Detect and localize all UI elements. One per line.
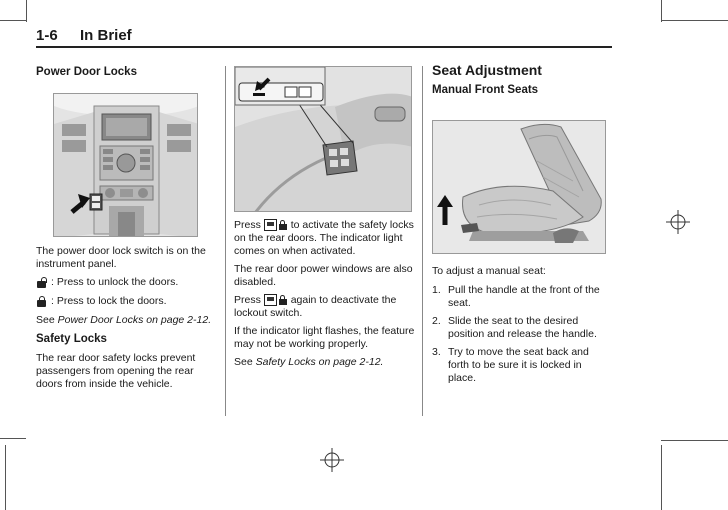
unlock-text: : Press to unlock the doors.	[51, 276, 179, 288]
press-activate-text: Press to activate the safety locks on the rear doors. The indicator light comes on when activated.	[234, 219, 414, 257]
column-power-door-locks-text	[36, 245, 216, 396]
crop-mark	[0, 438, 26, 439]
crop-mark	[661, 440, 728, 441]
lock-icon	[36, 296, 47, 307]
seat-intro: To adjust a manual seat:	[432, 265, 546, 277]
instrument-panel-figure	[53, 93, 198, 237]
column-seat-adjustment-text	[432, 265, 612, 390]
heading-safety-locks: Safety Locks	[36, 333, 107, 345]
safety-locks-text: The rear door safety locks prevent passengers from opening the rear doors from inside the vehicle.	[36, 352, 196, 390]
crop-mark	[661, 445, 662, 510]
windows-disabled-text: The rear door power windows are also disabled.	[234, 263, 413, 288]
heading-manual-front-seats: Manual Front Seats	[432, 84, 539, 96]
manual-seat-figure	[432, 120, 606, 254]
registration-mark	[320, 448, 344, 472]
heading-seat-adjustment: Seat Adjustment	[432, 62, 542, 78]
column-seat-adjustment	[432, 64, 612, 97]
list-item: 1. Pull the handle at the front of the seat.	[432, 284, 600, 309]
crop-mark	[661, 20, 728, 21]
crop-mark	[5, 445, 6, 510]
list-item: 3. Try to move the seat back and forth to be sure it is locked in place.	[432, 346, 589, 384]
page-number: 1-6	[36, 27, 58, 44]
crop-mark	[661, 0, 662, 22]
safety-lock-reference: See Safety Locks on page 2-12.	[234, 356, 384, 368]
list-item: 2. Slide the seat to the desired position and release the handle.	[432, 315, 597, 340]
power-lock-reference: See Power Door Locks on page 2-12.	[36, 314, 212, 326]
registration-mark	[666, 210, 690, 234]
press-deactivate-text: Press again to deactivate the lockout switch.	[234, 294, 397, 319]
indicator-flash-text: If the indicator light flashes, the feature may not be working properly.	[234, 325, 415, 350]
power-lock-intro: The power door lock switch is on the instrument panel.	[36, 245, 206, 270]
heading-power-door-locks: Power Door Locks	[36, 66, 137, 78]
rear-door-lockout-figure	[234, 66, 412, 212]
column-power-door-locks	[36, 66, 216, 79]
power-lock-page-link[interactable]: Power Door Locks on page 2-12.	[57, 314, 212, 326]
column-safety-locks-text	[234, 219, 416, 374]
safety-lock-button-icon	[264, 219, 288, 231]
crop-mark	[0, 20, 26, 21]
safety-lock-button-icon	[264, 294, 288, 306]
seat-steps-list	[432, 284, 612, 385]
column-divider	[422, 66, 423, 416]
header-rule	[36, 46, 612, 48]
column-divider	[225, 66, 226, 416]
lock-line	[36, 295, 216, 308]
safety-lock-page-link[interactable]: Safety Locks on page 2-12.	[255, 356, 384, 368]
page-header	[36, 27, 612, 47]
unlock-icon	[36, 277, 47, 288]
unlock-line	[36, 276, 216, 289]
lock-text: : Press to lock the doors.	[51, 295, 167, 307]
section-title: In Brief	[80, 27, 132, 44]
crop-mark	[26, 0, 27, 22]
